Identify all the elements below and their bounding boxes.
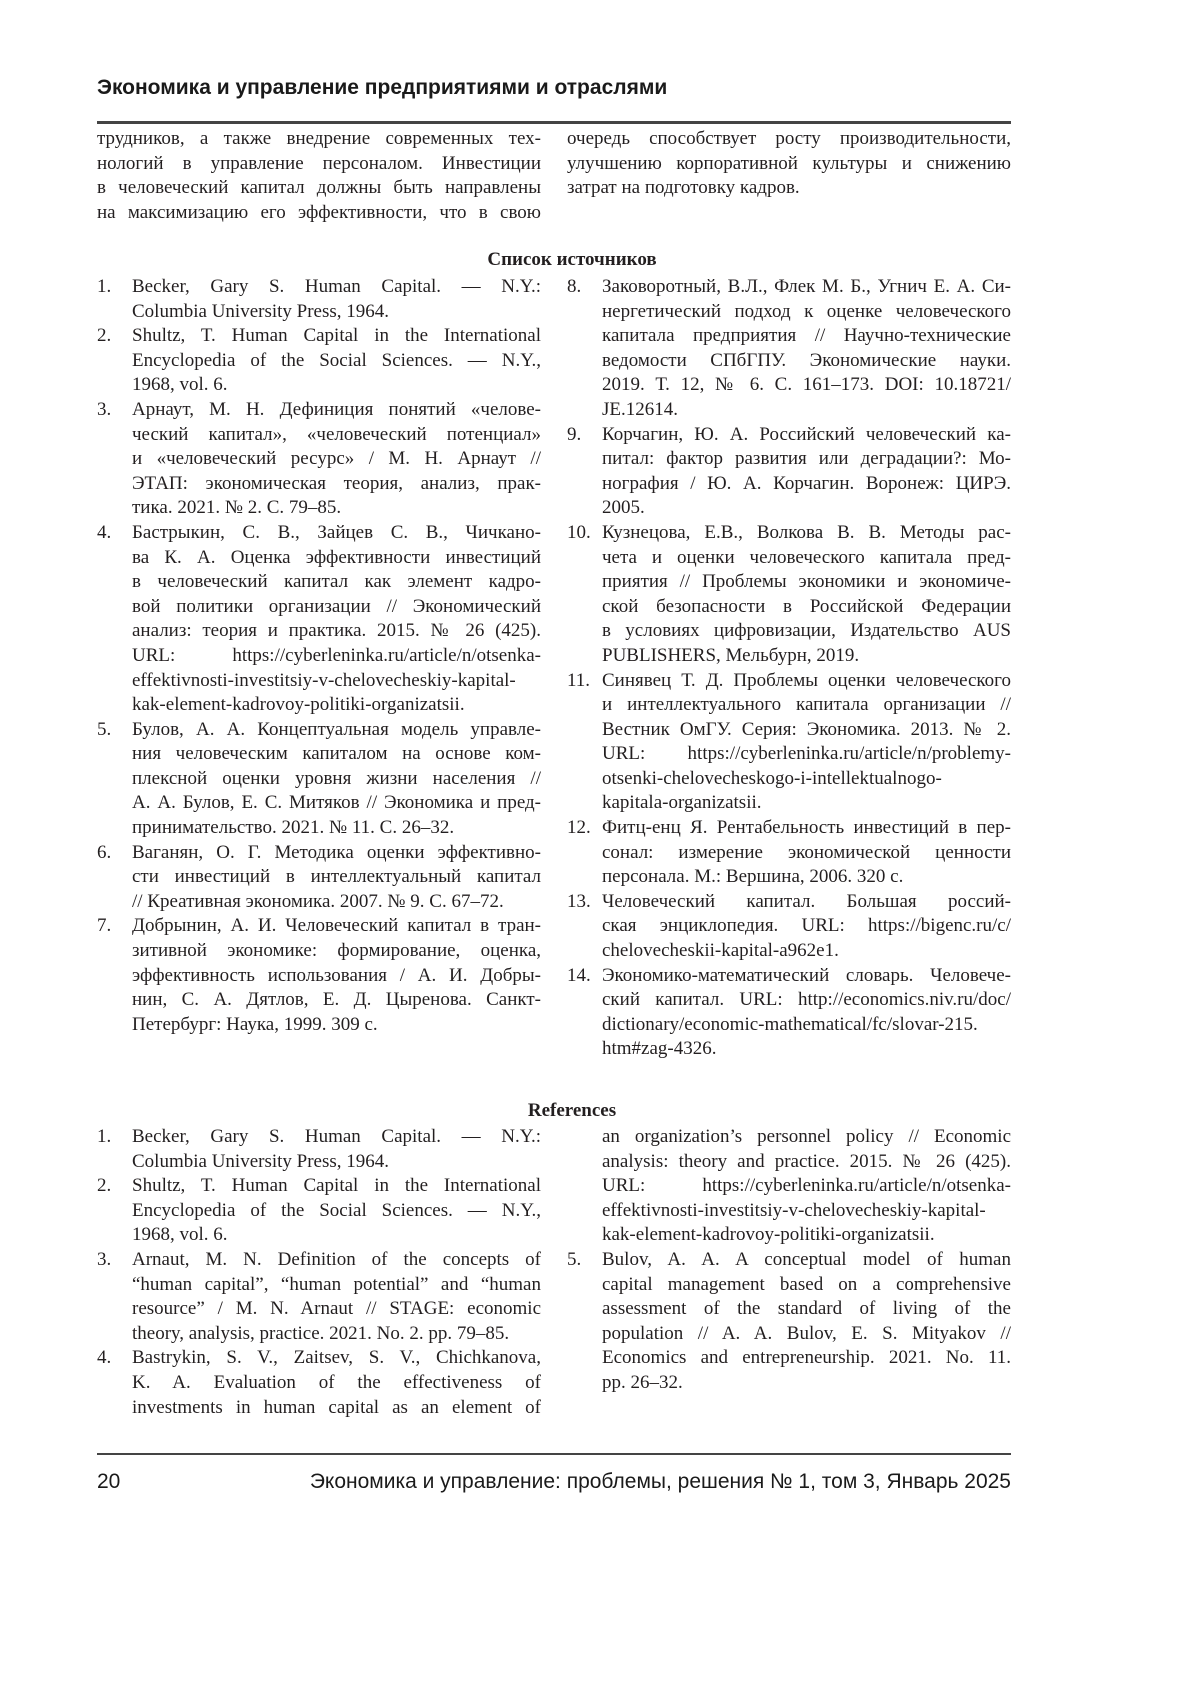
- reference-item: [97, 324, 541, 398]
- text-line: очередь способствует росту производительности,: [567, 127, 1011, 152]
- reference-line: ния человеческим капиталом на основе ком-: [132, 742, 541, 767]
- reference-line: тика. 2021. № 2. С. 79–85.: [132, 496, 541, 521]
- reference-line: Columbia University Press, 1964.: [132, 1150, 541, 1175]
- reference-line: 2005.: [602, 496, 1011, 521]
- reference-line: Фитц-енц Я. Рентабельность инвестиций в пер-: [602, 816, 1011, 841]
- reference-line: в человеческий капитал как элемент кадро-: [132, 570, 541, 595]
- reference-number: 9.: [567, 423, 581, 448]
- reference-line: pp. 26–32.: [602, 1371, 1011, 1396]
- reference-line: Arnaut, M. N. Definition of the concepts of: [132, 1248, 541, 1273]
- reference-item: [97, 841, 541, 915]
- reference-item: [567, 1125, 1011, 1248]
- reference-line: 2019. Т. 12, № 6. С. 161–173. DOI: 10.18721/: [602, 373, 1011, 398]
- journal-footer: Экономика и управление: проблемы, решения № 1, том 3, Январь 2025: [310, 1470, 1011, 1494]
- reference-line: Encyclopedia of the Social Sciences. — N.Y.,: [132, 349, 541, 374]
- reference-line: analysis: theory and practice. 2015. № 26 (425).: [602, 1150, 1011, 1175]
- reference-line: ская энциклопедия. URL: https://bigenc.ru/c/: [602, 914, 1011, 939]
- reference-line: 1968, vol. 6.: [132, 1223, 541, 1248]
- reference-line: assessment of the standard of living of the: [602, 1297, 1011, 1322]
- reference-line: PUBLISHERS, Мельбурн, 2019.: [602, 644, 1011, 669]
- reference-line: Человеческий капитал. Большая россий-: [602, 890, 1011, 915]
- text-line: на максимизацию его эффективности, что в свою: [97, 201, 541, 226]
- reference-line: Ваганян, О. Г. Методика оценки эффективно-: [132, 841, 541, 866]
- reference-line: “human capital”, “human potential” and “human: [132, 1273, 541, 1298]
- reference-line: приятия // Проблемы экономики и экономиче-: [602, 570, 1011, 595]
- reference-line: Булов, А. А. Концептуальная модель управле-: [132, 718, 541, 743]
- reference-line: капитала предприятия // Научно-технические: [602, 324, 1011, 349]
- reference-line: Кузнецова, Е.В., Волкова В. В. Методы рас-: [602, 521, 1011, 546]
- reference-line: investments in human capital as an element of: [132, 1396, 541, 1421]
- reference-line: kapitala-organizatsii.: [602, 791, 1011, 816]
- reference-line: питал: фактор развития или деградации?: Мо-: [602, 447, 1011, 472]
- reference-number: 5.: [97, 718, 111, 743]
- reference-line: Becker, Gary S. Human Capital. — N.Y.:: [132, 1125, 541, 1150]
- reference-line: персонала. М.: Вершина, 2006. 320 с.: [602, 865, 1011, 890]
- reference-item: [567, 964, 1011, 1062]
- reference-number: 4.: [97, 1346, 111, 1371]
- reference-line: Корчагин, Ю. А. Российский человеческий ка-: [602, 423, 1011, 448]
- reference-line: Bastrykin, S. V., Zaitsev, S. V., Chichkanova,: [132, 1346, 541, 1371]
- reference-line: Петербург: Наука, 1999. 309 с.: [132, 1013, 541, 1038]
- reference-line: population // A. A. Bulov, E. S. Mityakov //: [602, 1322, 1011, 1347]
- reference-number: 13.: [567, 890, 591, 915]
- text-line: улучшению корпоративной культуры и снижению: [567, 152, 1011, 177]
- reference-line: otsenki-chelovecheskogo-i-intellektualnogo-: [602, 767, 1011, 792]
- reference-line: effektivnosti-investitsiy-v-chelovecheskiy-kapital-: [602, 1199, 1011, 1224]
- reference-line: нография / Ю. А. Корчагин. Воронеж: ЦИРЭ.: [602, 472, 1011, 497]
- reference-item: [567, 275, 1011, 423]
- reference-line: JE.12614.: [602, 398, 1011, 423]
- references-right-list: [567, 1125, 1011, 1396]
- reference-line: Добрынин, А. И. Человеческий капитал в тран-: [132, 914, 541, 939]
- reference-line: chelovecheskii-kapital-a962e1.: [602, 939, 1011, 964]
- reference-number: 6.: [97, 841, 111, 866]
- intro-left-column: [97, 127, 541, 225]
- reference-line: и интеллектуального капитала организации //: [602, 693, 1011, 718]
- reference-line: Бастрыкин, С. В., Зайцев С. В., Чичкано-: [132, 521, 541, 546]
- references-left-list: [97, 1125, 541, 1420]
- sources-left-list: [97, 275, 541, 1037]
- reference-line: анализ: теория и практика. 2015. № 26 (425).: [132, 619, 541, 644]
- reference-line: Арнаут, М. Н. Дефиниция понятий «челове-: [132, 398, 541, 423]
- text-line: нологий в управление персоналом. Инвестиции: [97, 152, 541, 177]
- reference-line: resource” / M. N. Arnaut // STAGE: economic: [132, 1297, 541, 1322]
- reference-line: theory, analysis, practice. 2021. No. 2. pp. 79–85.: [132, 1322, 541, 1347]
- reference-line: 1968, vol. 6.: [132, 373, 541, 398]
- reference-number: 3.: [97, 398, 111, 423]
- running-header: Экономика и управление предприятиями и отраслями: [97, 76, 667, 100]
- reference-item: [97, 718, 541, 841]
- reference-line: и «человеческий ресурс» / М. Н. Арнаут //: [132, 447, 541, 472]
- reference-line: ЭТАП: экономическая теория, анализ, прак-: [132, 472, 541, 497]
- reference-item: [97, 1248, 541, 1346]
- reference-line: Shultz, T. Human Capital in the International: [132, 1174, 541, 1199]
- reference-line: плексной оценки уровня жизни населения //: [132, 767, 541, 792]
- reference-number: 11.: [567, 669, 590, 694]
- footer-rule: [97, 1453, 1011, 1455]
- text-line: в человеческий капитал должны быть направлены: [97, 176, 541, 201]
- reference-line: Bulov, A. A. A conceptual model of human: [602, 1248, 1011, 1273]
- reference-item: [97, 1125, 541, 1174]
- reference-line: Вестник ОмГУ. Серия: Экономика. 2013. № 2.: [602, 718, 1011, 743]
- reference-line: сонал: измерение экономической ценности: [602, 841, 1011, 866]
- reference-item: [567, 423, 1011, 521]
- reference-item: [567, 521, 1011, 669]
- reference-line: нергетический подход к оценке человеческого: [602, 300, 1011, 325]
- reference-line: ва К. А. Оценка эффективности инвестиций: [132, 546, 541, 571]
- reference-line: ведомости СПбГПУ. Экономические науки.: [602, 349, 1011, 374]
- reference-number: 2.: [97, 324, 111, 349]
- reference-line: htm#zag-4326.: [602, 1037, 1011, 1062]
- reference-item: [567, 669, 1011, 817]
- reference-line: an organization’s personnel policy // Economic: [602, 1125, 1011, 1150]
- reference-number: 4.: [97, 521, 111, 546]
- reference-line: Economics and entrepreneurship. 2021. No. 11.: [602, 1346, 1011, 1371]
- text-line: затрат на подготовку кадров.: [567, 176, 1011, 201]
- reference-item: [97, 398, 541, 521]
- page-number: 20: [97, 1470, 120, 1494]
- intro-right-column: [567, 127, 1011, 201]
- reference-line: Заковоротный, В.Л., Флек М. Б., Угнич Е. А. Си-: [602, 275, 1011, 300]
- reference-item: [567, 890, 1011, 964]
- reference-line: А. А. Булов, Е. С. Митяков // Экономика и пред-: [132, 791, 541, 816]
- reference-item: [567, 1248, 1011, 1396]
- reference-line: зитивной экономике: формирование, оценка,: [132, 939, 541, 964]
- reference-item: [567, 816, 1011, 890]
- sources-heading: Список источников: [97, 249, 1047, 271]
- reference-line: URL: https://cyberleninka.ru/article/n/problemy-: [602, 742, 1011, 767]
- reference-line: в условиях цифровизации, Издательство AUS: [602, 619, 1011, 644]
- reference-item: [97, 1174, 541, 1248]
- reference-line: capital management based on a comprehensive: [602, 1273, 1011, 1298]
- header-rule: [97, 121, 1011, 124]
- reference-line: сти инвестиций в интеллектуальный капитал: [132, 865, 541, 890]
- reference-number: 8.: [567, 275, 581, 300]
- reference-line: Columbia University Press, 1964.: [132, 300, 541, 325]
- reference-number: 1.: [97, 1125, 111, 1150]
- reference-item: [97, 1346, 541, 1420]
- sources-right-list: [567, 275, 1011, 1062]
- reference-line: kak-element-kadrovoy-politiki-organizatsii.: [132, 693, 541, 718]
- reference-number: 5.: [567, 1248, 581, 1273]
- reference-line: ской безопасности в Российской Федерации: [602, 595, 1011, 620]
- reference-line: Экономико-математический словарь. Человече-: [602, 964, 1011, 989]
- reference-line: вой политики организации // Экономический: [132, 595, 541, 620]
- reference-line: URL: https://cyberleninka.ru/article/n/otsenka-: [602, 1174, 1011, 1199]
- text-line: трудников, а также внедрение современных тех-: [97, 127, 541, 152]
- reference-number: 7.: [97, 914, 111, 939]
- reference-item: [97, 914, 541, 1037]
- reference-line: эффективность использования / А. И. Добры-: [132, 964, 541, 989]
- reference-line: принимательство. 2021. № 11. С. 26–32.: [132, 816, 541, 841]
- reference-number: 12.: [567, 816, 591, 841]
- reference-line: чета и оценки человеческого капитала пред-: [602, 546, 1011, 571]
- reference-line: Shultz, T. Human Capital in the International: [132, 324, 541, 349]
- reference-line: // Креативная экономика. 2007. № 9. С. 67–72.: [132, 890, 541, 915]
- reference-line: нин, С. А. Дятлов, Е. Д. Цыренова. Санкт-: [132, 988, 541, 1013]
- reference-line: URL: https://cyberleninka.ru/article/n/otsenka-: [132, 644, 541, 669]
- reference-line: Becker, Gary S. Human Capital. — N.Y.:: [132, 275, 541, 300]
- reference-line: ский капитал. URL: http://economics.niv.ru/doc/: [602, 988, 1011, 1013]
- references-heading: References: [97, 1100, 1047, 1122]
- reference-number: 14.: [567, 964, 591, 989]
- reference-line: Encyclopedia of the Social Sciences. — N.Y.,: [132, 1199, 541, 1224]
- reference-line: Синявец Т. Д. Проблемы оценки человеческого: [602, 669, 1011, 694]
- reference-line: kak-element-kadrovoy-politiki-organizatsii.: [602, 1223, 1011, 1248]
- reference-number: 1.: [97, 275, 111, 300]
- reference-line: effektivnosti-investitsiy-v-chelovecheskiy-kapital-: [132, 669, 541, 694]
- reference-item: [97, 521, 541, 718]
- reference-number: 10.: [567, 521, 591, 546]
- reference-line: dictionary/economic-mathematical/fc/slovar-215.: [602, 1013, 1011, 1038]
- reference-item: [97, 275, 541, 324]
- reference-number: 2.: [97, 1174, 111, 1199]
- reference-number: 3.: [97, 1248, 111, 1273]
- reference-line: K. A. Evaluation of the effectiveness of: [132, 1371, 541, 1396]
- reference-line: ческий капитал», «человеческий потенциал»: [132, 423, 541, 448]
